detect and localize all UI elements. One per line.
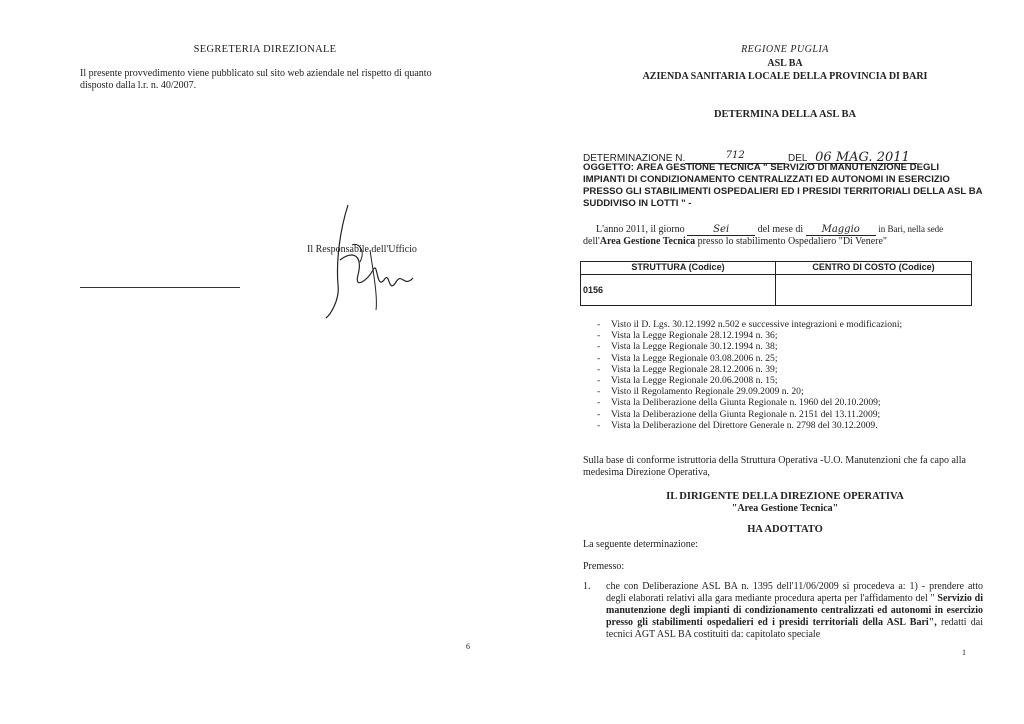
dirigente-block <box>580 491 990 515</box>
region-name: REGIONE PUGLIA <box>741 44 829 55</box>
oggetto-block <box>583 162 983 210</box>
sede-prefix: dell' <box>583 236 600 247</box>
in-bari: in Bari, nella sede <box>878 224 944 234</box>
list-item: - Visto il D. Lgs. 30.12.1992 n.502 e successive integrazioni e modificazioni; <box>597 319 987 330</box>
left-page-header: SEGRETERIA DIREZIONALE <box>193 44 337 55</box>
azienda-name: AZIENDA SANITARIA LOCALE DELLA PROVINCIA DI BARI <box>642 71 928 82</box>
lanno-line <box>596 224 986 236</box>
item1-text-b: Servizio di manutenzione degli impianti di condizionamento centralizzati ed autonomi in esercizio presso gli stabilimenti ospedalieri ed i presidi territoriali della ASL Bari", <box>606 593 983 628</box>
list-item: - Visto il Regolamento Regionale 29.09.2009 n. 20; <box>597 386 987 397</box>
item-number: 1. <box>583 581 591 592</box>
dirigente-title: IL DIRIGENTE DELLA DIREZIONE OPERATIVA <box>666 491 904 502</box>
list-item: - Vista la Deliberazione della Giunta Regionale n. 1960 del 20.10.2009; <box>597 397 987 408</box>
centro-costo-header: CENTRO DI COSTO (Codice) <box>776 262 972 275</box>
list-item: - Vista la Legge Regionale 28.12.2006 n. 39; <box>597 364 987 375</box>
del-label: DEL <box>788 153 808 164</box>
asl-name: ASL BA <box>767 58 803 69</box>
list-item: - Vista la Legge Regionale 28.12.1994 n. 36; <box>597 330 987 341</box>
giorno-value: Sei <box>687 224 755 236</box>
lanno-prefix: L'anno 2011, il giorno <box>596 224 685 235</box>
mese-value: Maggio <box>806 224 876 236</box>
responsabile-label: Il Responsabile dell'Ufficio <box>307 244 417 255</box>
sede-suffix: presso lo stabilimento Ospedaliero "Di Venere" <box>697 236 887 247</box>
area-title: "Area Gestione Tecnica" <box>731 503 839 514</box>
sulla-base-paragraph: Sulla base di conforme istruttoria della Struttura Operativa -U.O. Manutenzioni che fa capo alla medesima Direzione Operativa, <box>583 455 966 478</box>
mese-label: del mese di <box>757 224 804 235</box>
adottato-title: HA ADOTTATO <box>747 524 823 535</box>
oggetto-label: OGGETTO: <box>583 162 634 173</box>
vista-list <box>597 319 987 431</box>
list-item: - Vista la Legge Regionale 03.08.2006 n. 25; <box>597 353 987 364</box>
determinazione-number: 712 <box>685 150 785 164</box>
premesso-item-1 <box>583 581 983 641</box>
item1-text-c: redatti dai tecnici AGT ASL BA costituiti da: capitolato speciale <box>606 617 983 640</box>
seguente-label: La seguente determinazione: <box>583 539 698 550</box>
sede-bold: Area Gestione Tecnica <box>599 236 696 247</box>
del-date: 06 MAG. 2011 <box>807 150 917 164</box>
table-row <box>581 275 972 306</box>
item1-text-a: che con Deliberazione ASL BA n. 1395 dell'11/06/2009 si procedeva a: 1) - prendere atto degli elaborati relativi alla gara mediante procedura aperta per l'affidamento del " <box>606 581 983 604</box>
list-item: - Vista la Legge Regionale 30.12.1994 n. 38; <box>597 341 987 352</box>
list-item: - Vista la Deliberazione della Giunta Regionale n. 2151 del 13.11.2009; <box>597 409 987 420</box>
sede-line <box>583 236 983 247</box>
right-page-number: 1 <box>962 648 966 657</box>
oggetto-text: AREA GESTIONE TECNICA " SERVIZIO DI MANUTENZIONE DEGLI IMPIANTI DI CONDIZIONAMENTO CENTRALIZZATI ED AUTONOMI IN ESERCIZIO PRESSO GLI STABILIMENTI OSPEDALIERI ED I PRESIDI TERRITORIALI DELLA ASL BA SUDDIVISO IN LOTTI " - <box>583 162 983 209</box>
centro-costo-code <box>776 275 972 306</box>
struttura-code: 0156 <box>581 275 776 306</box>
left-page-number: 6 <box>466 642 470 651</box>
determina-title: DETERMINA DELLA ASL BA <box>713 109 857 120</box>
premesso-label: Premesso: <box>583 561 625 572</box>
determinazione-label: DETERMINAZIONE N. <box>583 153 686 164</box>
signature-line <box>80 287 240 288</box>
struttura-table <box>580 261 972 306</box>
list-item: - Vista la Deliberazione del Direttore Generale n. 2798 del 30.12.2009. <box>597 420 987 431</box>
list-item: - Vista la Legge Regionale 20.06.2008 n. 15; <box>597 375 987 386</box>
publication-notice: Il presente provvedimento viene pubblicato sul sito web aziendale nel rispetto di quanto disposto dalla l.r. n. 40/2007. <box>80 68 432 91</box>
table-header-row <box>581 262 972 275</box>
signature-image <box>318 200 428 320</box>
struttura-header: STRUTTURA (Codice) <box>581 262 776 275</box>
